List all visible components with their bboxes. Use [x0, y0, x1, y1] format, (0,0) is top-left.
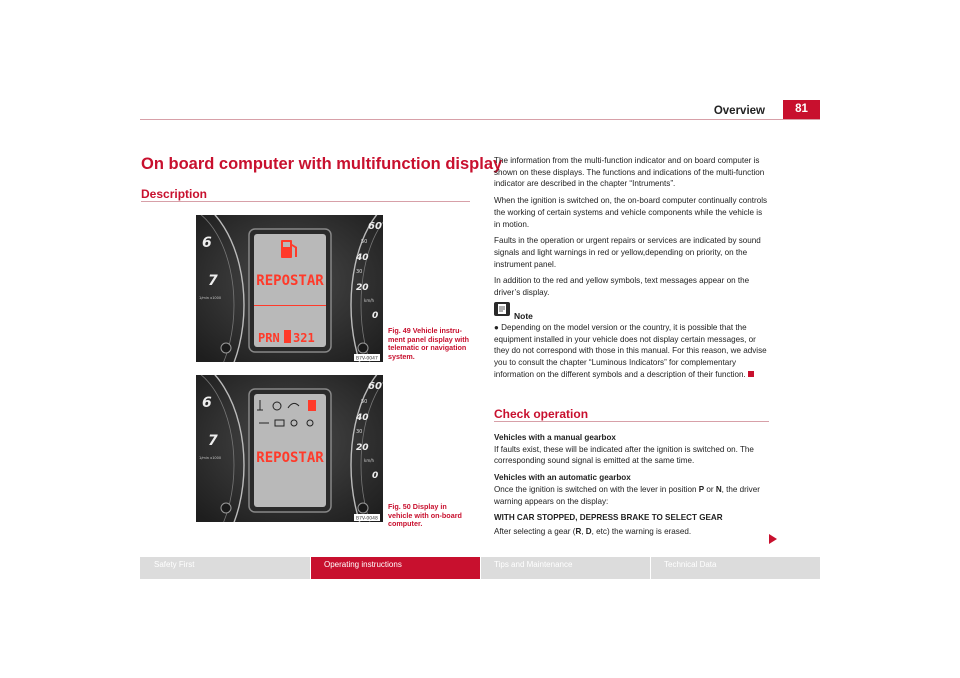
intro-paragraph: When the ignition is switched on, the on-board computer continually controls the working of certain systems and vehicle components while the vehicle is in motion. [494, 196, 768, 229]
figure-49-caption: Fig. 49 Vehicle instru-ment panel display with telematic or navigation system. [388, 326, 470, 361]
fig49-dial-60: 60 [368, 221, 382, 232]
fig50-dial-left-7: 7 [208, 433, 218, 449]
fig50-screen-text: REPOSTAR [256, 450, 324, 466]
continue-arrow-icon [769, 534, 777, 544]
fig49-screen-text: REPOSTAR [256, 273, 324, 289]
fig49-gear-digits: 321 [293, 331, 315, 345]
fig50-dial-30: 30 [356, 429, 363, 435]
automatic-gearbox-heading: Vehicles with an automatic gearbox [494, 473, 631, 483]
check-operation-heading: Check operation [494, 407, 589, 421]
fig49-code: B7V-0047 [356, 356, 378, 362]
note-body [494, 322, 769, 381]
warning-message: WITH CAR STOPPED, DEPRESS BRAKE TO SELECT GEAR [494, 513, 723, 523]
fig50-unit-left: 1/min x1000 [199, 456, 222, 460]
note-title: Note [514, 311, 533, 321]
fig50-dial-50: 50 [361, 399, 368, 405]
page-number-badge: 81 [783, 100, 820, 119]
section-title: On board computer with multifunction display [141, 155, 503, 173]
footer-tab-tips-maintenance[interactable]: Tips and Maintenance [494, 560, 573, 569]
header-divider [140, 119, 820, 120]
figure-49-image [196, 215, 383, 362]
footer-tab-technical-data[interactable]: Technical Data [664, 560, 717, 569]
fig50-dial-0: 0 [372, 471, 379, 481]
figure-50-image [196, 375, 383, 522]
fig50-dial-40: 40 [356, 413, 369, 423]
check-operation-body [494, 432, 769, 543]
footer-separator [310, 557, 311, 579]
intro-paragraph: In addition to the red and yellow symbols, text messages appear on the driver’s display. [494, 276, 750, 298]
fig50-dial-left-6: 6 [202, 395, 212, 411]
check-operation-divider [494, 421, 769, 422]
after-gear-text: After selecting a gear (R, D, etc) the warning is erased. [494, 526, 692, 536]
fig49-gear-text: PRN [258, 331, 280, 345]
fig49-dial-20: 20 [356, 283, 369, 293]
manual-gearbox-text: If faults exist, these will be indicated after the ignition is switched on. The corresponding sound signal is emitted at the same time. [494, 444, 754, 466]
fig49-dial-0: 0 [372, 311, 379, 321]
description-divider [141, 201, 470, 202]
note-icon [494, 302, 510, 316]
automatic-gearbox-text: Once the ignition is switched on with the lever in position P or N, the driver warning appears on the display: [494, 484, 760, 506]
footer-tab-operating-instructions[interactable]: Operating instructions [324, 560, 402, 569]
footer-tab-safety-first[interactable]: Safety First [154, 560, 195, 569]
note-text: Depending on the model version or the country, it is possible that the equipment installed in your vehicle does not display certain messages, or they do not correspond with those in this manual. For this reason, we advise you to consult the chapter “Luminous Indicators” for complementary information on the different symbols and a description of their function. [494, 323, 767, 379]
manual-gearbox-heading: Vehicles with a manual gearbox [494, 433, 616, 442]
fig49-dial-30: 30 [356, 269, 363, 275]
intro-paragraph: Faults in the operation or urgent repairs or services are indicated by sound signals and light warnings in red or yellow,depending on priority, on the instrument panel. [494, 236, 761, 269]
running-header-title: Overview [713, 105, 765, 117]
fig50-dial-60: 60 [368, 381, 382, 392]
footer-separator [650, 557, 651, 579]
intro-text [494, 155, 769, 304]
fig49-dial-40: 40 [356, 253, 369, 263]
fig49-dial-left-7: 7 [208, 273, 218, 289]
fig50-dial-20: 20 [356, 443, 369, 453]
end-marker-icon [748, 371, 754, 377]
footer-separator [480, 557, 481, 579]
fig50-code: B7V-0048 [356, 516, 378, 522]
fig50-unit-right: km/h [364, 458, 375, 463]
intro-paragraph: The information from the multi-function indicator and on board computer is shown on these displays. The functions and indications of the multi-function indicator are described in the chapter “Intruments”. [494, 156, 765, 189]
fig49-dial-50: 50 [361, 239, 368, 245]
fig49-dial-left-6: 6 [202, 235, 212, 251]
figure-50-caption: Fig. 50 Display in vehicle with on-board computer. [388, 502, 462, 529]
fig49-unit-right: km/h [364, 298, 375, 303]
fig49-unit-left: 1/min x1000 [199, 296, 222, 300]
bullet-icon: ● [494, 323, 502, 332]
description-heading: Description [141, 187, 208, 201]
